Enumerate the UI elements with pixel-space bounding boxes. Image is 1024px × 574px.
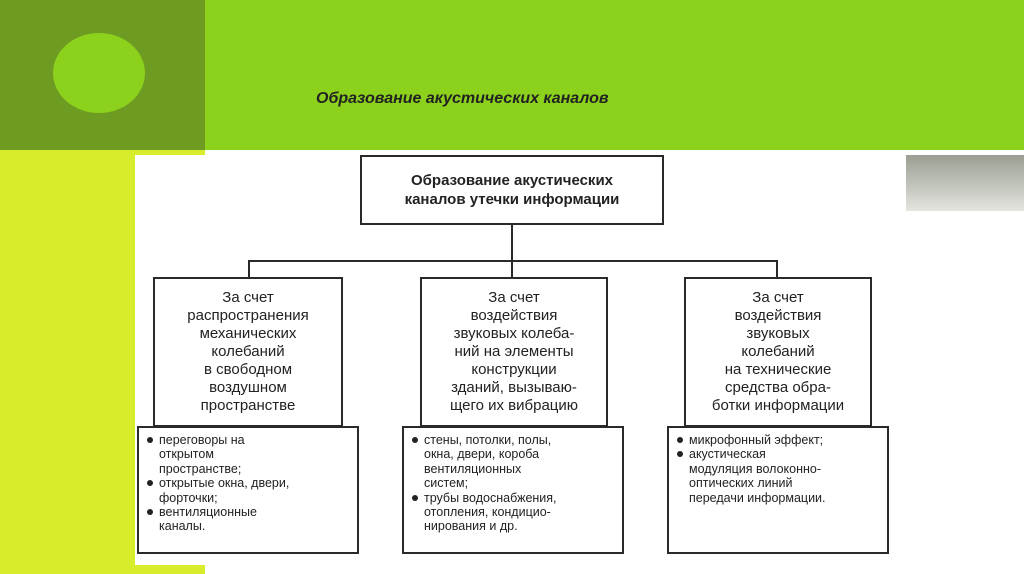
list-box-structural xyxy=(402,426,624,554)
connector-left-down xyxy=(248,260,250,277)
list-item: переговоры на открытом пространстве; xyxy=(147,433,351,476)
list-box-technical xyxy=(667,426,889,554)
list-box-mechanical xyxy=(137,426,359,554)
category-box-structural xyxy=(420,277,608,427)
connector-middle-down xyxy=(511,260,513,277)
slide-title: Образование акустических каналов xyxy=(316,90,609,107)
list-item: трубы водоснабжения, отопления, кондицио- нирования и др. xyxy=(412,491,616,534)
root-box xyxy=(360,155,664,225)
category-label: За счет воздействия звуковых колеба- ний на элементы конструкции зданий, вызываю- щего их вибрацию xyxy=(449,289,579,414)
connector-right-down xyxy=(776,260,778,277)
connector-root-down xyxy=(511,225,513,261)
list-item: открытые окна, двери, форточки; xyxy=(147,476,351,505)
list-item: акустическая модуляция волоконно- оптических линий передачи информации. xyxy=(677,447,881,505)
category-box-technical xyxy=(684,277,872,427)
root-line-1: Образование акустических xyxy=(410,172,614,189)
category-label: За счет воздействия звуковых колебаний на технические средства обра- ботки информации xyxy=(711,289,845,414)
decorative-circle xyxy=(53,33,145,113)
category-box-mechanical xyxy=(153,277,343,427)
list-item: микрофонный эффект; xyxy=(677,433,881,447)
gray-gradient-tab xyxy=(906,155,1024,211)
list-item: стены, потолки, полы, окна, двери, короба вентиляционных систем; xyxy=(412,433,616,491)
root-line-2: каналов утечки информации xyxy=(404,191,620,208)
category-label: За счет распространения механических колебаний в свободном воздушном пространстве xyxy=(187,289,309,414)
connector-horizontal xyxy=(248,260,778,262)
list-item: вентиляционные каналы. xyxy=(147,505,351,534)
